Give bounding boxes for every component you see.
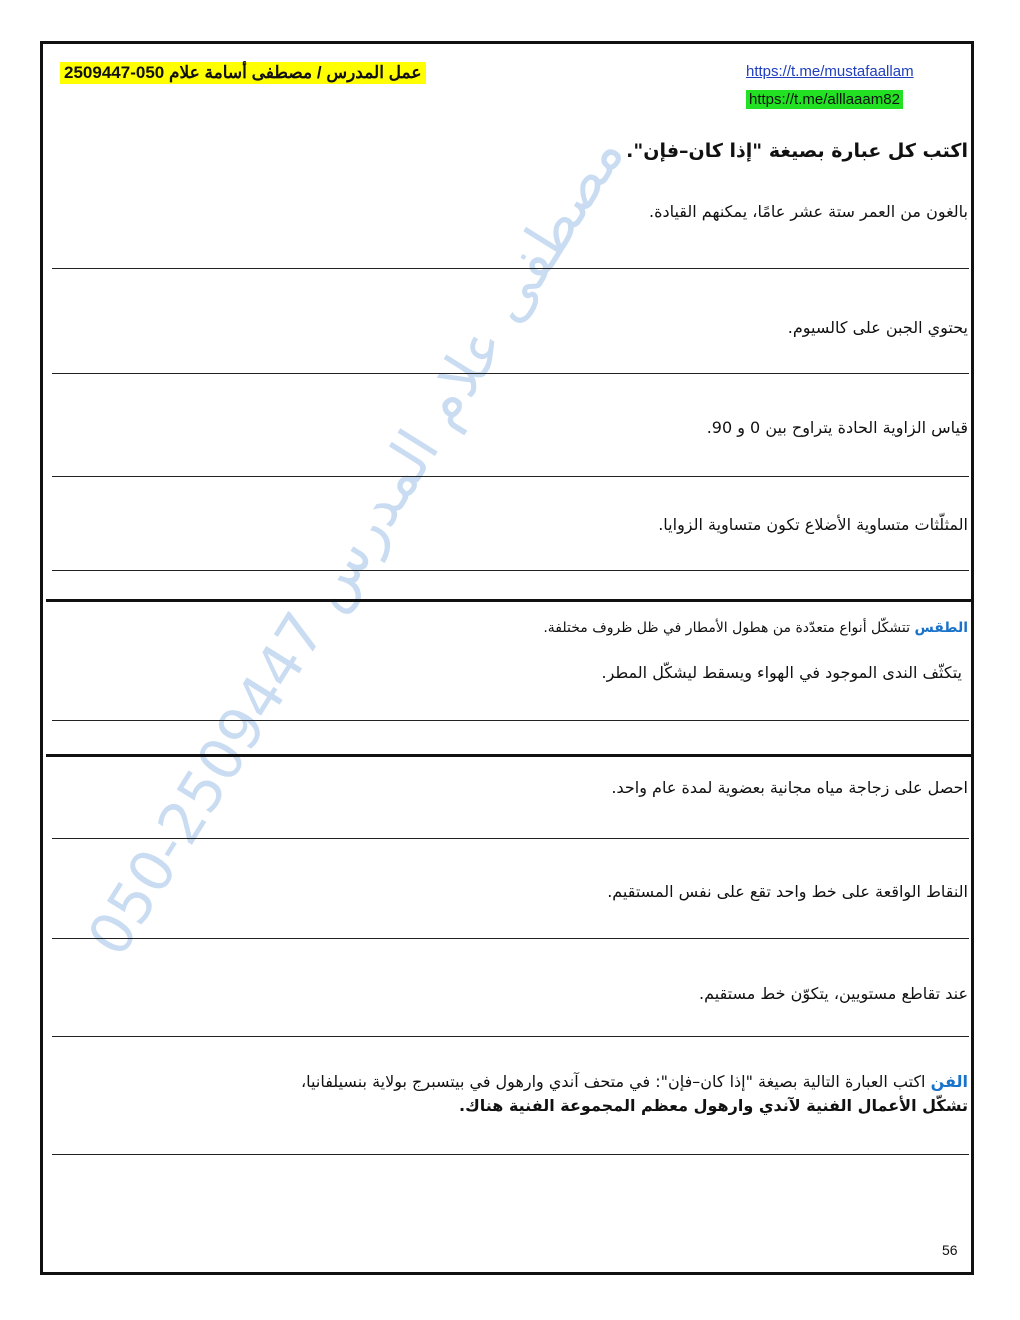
telegram-link-secondary[interactable]: https://t.me/alllaaam82 xyxy=(746,90,903,109)
answer-line-4[interactable] xyxy=(52,570,969,571)
statement-1: بالغون من العمر ستة عشر عامًا، يمكنهم القيادة. xyxy=(649,202,968,221)
art-line-1 xyxy=(301,1070,968,1094)
art-line-1-text: اكتب العبارة التالية بصيغة "إذا كان–فإن": في متحف آندي وارهول في بيتسبرج بولاية بنسيلفانيا، xyxy=(301,1072,926,1091)
answer-line-7[interactable] xyxy=(52,1036,969,1037)
answer-line-5[interactable] xyxy=(52,838,969,839)
statement-4: المثلّثات متساوية الأضلاع تكون متساوية الزوايا. xyxy=(658,515,968,534)
section-divider-1 xyxy=(46,599,974,602)
statement-3: قياس الزاوية الحادة يتراوح بين 0 و 90. xyxy=(706,418,968,437)
answer-line-weather[interactable] xyxy=(52,720,969,721)
answer-line-art[interactable] xyxy=(52,1154,969,1155)
art-line-2: تشكّل الأعمال الفنية لآندي وارهول معظم المجموعة الفنية هناك. xyxy=(459,1096,968,1115)
answer-line-3[interactable] xyxy=(52,476,969,477)
art-exercise xyxy=(301,1070,968,1118)
statement-5: احصل على زجاجة مياه مجانية بعضوية لمدة عام واحد. xyxy=(611,778,968,797)
weather-keyword: الطقس xyxy=(914,620,968,636)
telegram-link-primary[interactable]: https://t.me/mustafaallam xyxy=(746,63,914,80)
answer-line-1[interactable] xyxy=(52,268,969,269)
statement-2: يحتوي الجبن على كالسيوم. xyxy=(787,318,968,337)
answer-line-2[interactable] xyxy=(52,373,969,374)
weather-intro-text: تتشكّل أنواع متعدّدة من هطول الأمطار في ظل ظروف مختلفة. xyxy=(543,620,910,636)
weather-intro xyxy=(543,620,968,636)
page-number: 56 xyxy=(942,1242,958,1258)
art-keyword: الفن xyxy=(930,1072,968,1091)
teacher-credit: عمل المدرس / مصطفى أسامة علام 050-2509447 xyxy=(60,62,426,84)
exercise-title: اكتب كل عبارة بصيغة "إذا كان–فإن". xyxy=(626,140,968,162)
section-divider-2 xyxy=(46,754,974,757)
statement-6: النقاط الواقعة على خط واحد تقع على نفس المستقيم. xyxy=(607,882,968,901)
watermark-text: 050-2509447 مصطفى علام المدرس xyxy=(74,122,638,968)
answer-line-6[interactable] xyxy=(52,938,969,939)
statement-7: عند تقاطع مستويين، يتكوّن خط مستقيم. xyxy=(699,984,968,1003)
weather-statement: يتكثّف الندى الموجود في الهواء ويسقط ليشكّل المطر. xyxy=(601,663,962,682)
